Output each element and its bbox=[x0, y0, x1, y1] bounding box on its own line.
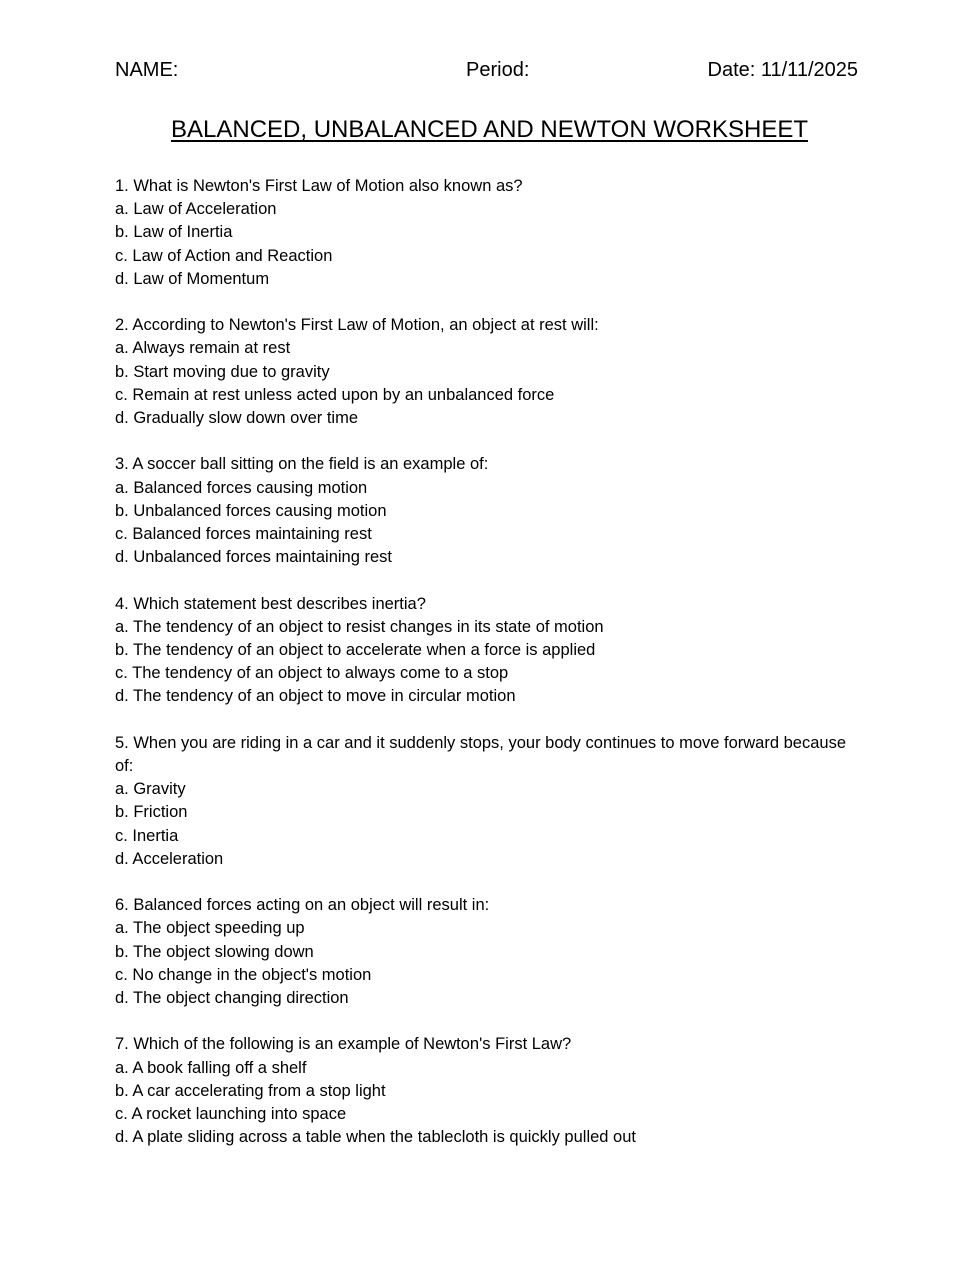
option-a: a. Balanced forces causing motion bbox=[115, 478, 368, 497]
question-1 bbox=[115, 175, 855, 291]
option-b: b. Unbalanced forces causing motion bbox=[115, 501, 387, 520]
option-d: d. The tendency of an object to move in circular motion bbox=[115, 687, 516, 706]
option-d: d. The object changing direction bbox=[115, 989, 349, 1008]
period-label: Period: bbox=[466, 59, 530, 81]
question-2 bbox=[115, 314, 855, 430]
option-d: d. Unbalanced forces maintaining rest bbox=[115, 548, 392, 567]
option-c: c. A rocket launching into space bbox=[115, 1105, 347, 1124]
option-a: a. The object speeding up bbox=[115, 919, 305, 938]
option-c: c. Remain at rest unless acted upon by an unbalanced force bbox=[115, 385, 555, 404]
question-text: 1. What is Newton's First Law of Motion also known as? bbox=[115, 177, 523, 195]
question-text: 3. A soccer ball sitting on the field is an example of: bbox=[115, 455, 489, 474]
option-c: c. Inertia bbox=[115, 826, 179, 845]
question-3 bbox=[115, 453, 855, 569]
option-b: b. A car accelerating from a stop light bbox=[115, 1081, 386, 1100]
question-text: 6. Balanced forces acting on an object will result in: bbox=[115, 896, 490, 915]
option-d: d. A plate sliding across a table when the tablecloth is quickly pulled out bbox=[115, 1128, 636, 1147]
option-b: b. The object slowing down bbox=[115, 942, 314, 961]
option-a: a. A book falling off a shelf bbox=[115, 1058, 307, 1077]
option-d: d. Law of Momentum bbox=[115, 269, 270, 288]
option-a: a. Law of Acceleration bbox=[115, 200, 277, 219]
question-4 bbox=[115, 593, 855, 709]
option-b: b. Start moving due to gravity bbox=[115, 362, 330, 381]
option-d: d. Acceleration bbox=[115, 849, 224, 868]
option-c: c. Balanced forces maintaining rest bbox=[115, 525, 372, 544]
option-a: a. The tendency of an object to resist changes in its state of motion bbox=[115, 617, 604, 636]
page-title: BALANCED, UNBALANCED AND NEWTON WORKSHEET bbox=[171, 116, 808, 143]
question-list bbox=[115, 175, 855, 1173]
question-text: 4. Which statement best describes inertia? bbox=[115, 594, 426, 613]
worksheet-header bbox=[115, 57, 858, 83]
question-text: 5. When you are riding in a car and it suddenly stops, your body continues to move forward because of: bbox=[115, 733, 846, 776]
option-a: a. Always remain at rest bbox=[115, 339, 291, 358]
question-5 bbox=[115, 732, 855, 871]
date-label: Date: 11/11/2025 bbox=[707, 59, 858, 81]
option-a: a. Gravity bbox=[115, 780, 186, 799]
option-b: b. The tendency of an object to accelerate when a force is applied bbox=[115, 641, 596, 660]
name-label: NAME: bbox=[115, 59, 179, 81]
option-c: c. The tendency of an object to always come to a stop bbox=[115, 664, 509, 683]
option-d: d. Gradually slow down over time bbox=[115, 409, 359, 428]
question-text: 7. Which of the following is an example of Newton's First Law? bbox=[115, 1035, 572, 1054]
option-c: c. Law of Action and Reaction bbox=[115, 246, 333, 265]
question-6 bbox=[115, 894, 855, 1010]
question-text: 2. According to Newton's First Law of Motion, an object at rest will: bbox=[115, 316, 599, 335]
option-b: b. Law of Inertia bbox=[115, 223, 233, 242]
option-c: c. No change in the object's motion bbox=[115, 965, 372, 984]
option-b: b. Friction bbox=[115, 803, 188, 822]
question-7 bbox=[115, 1033, 855, 1149]
